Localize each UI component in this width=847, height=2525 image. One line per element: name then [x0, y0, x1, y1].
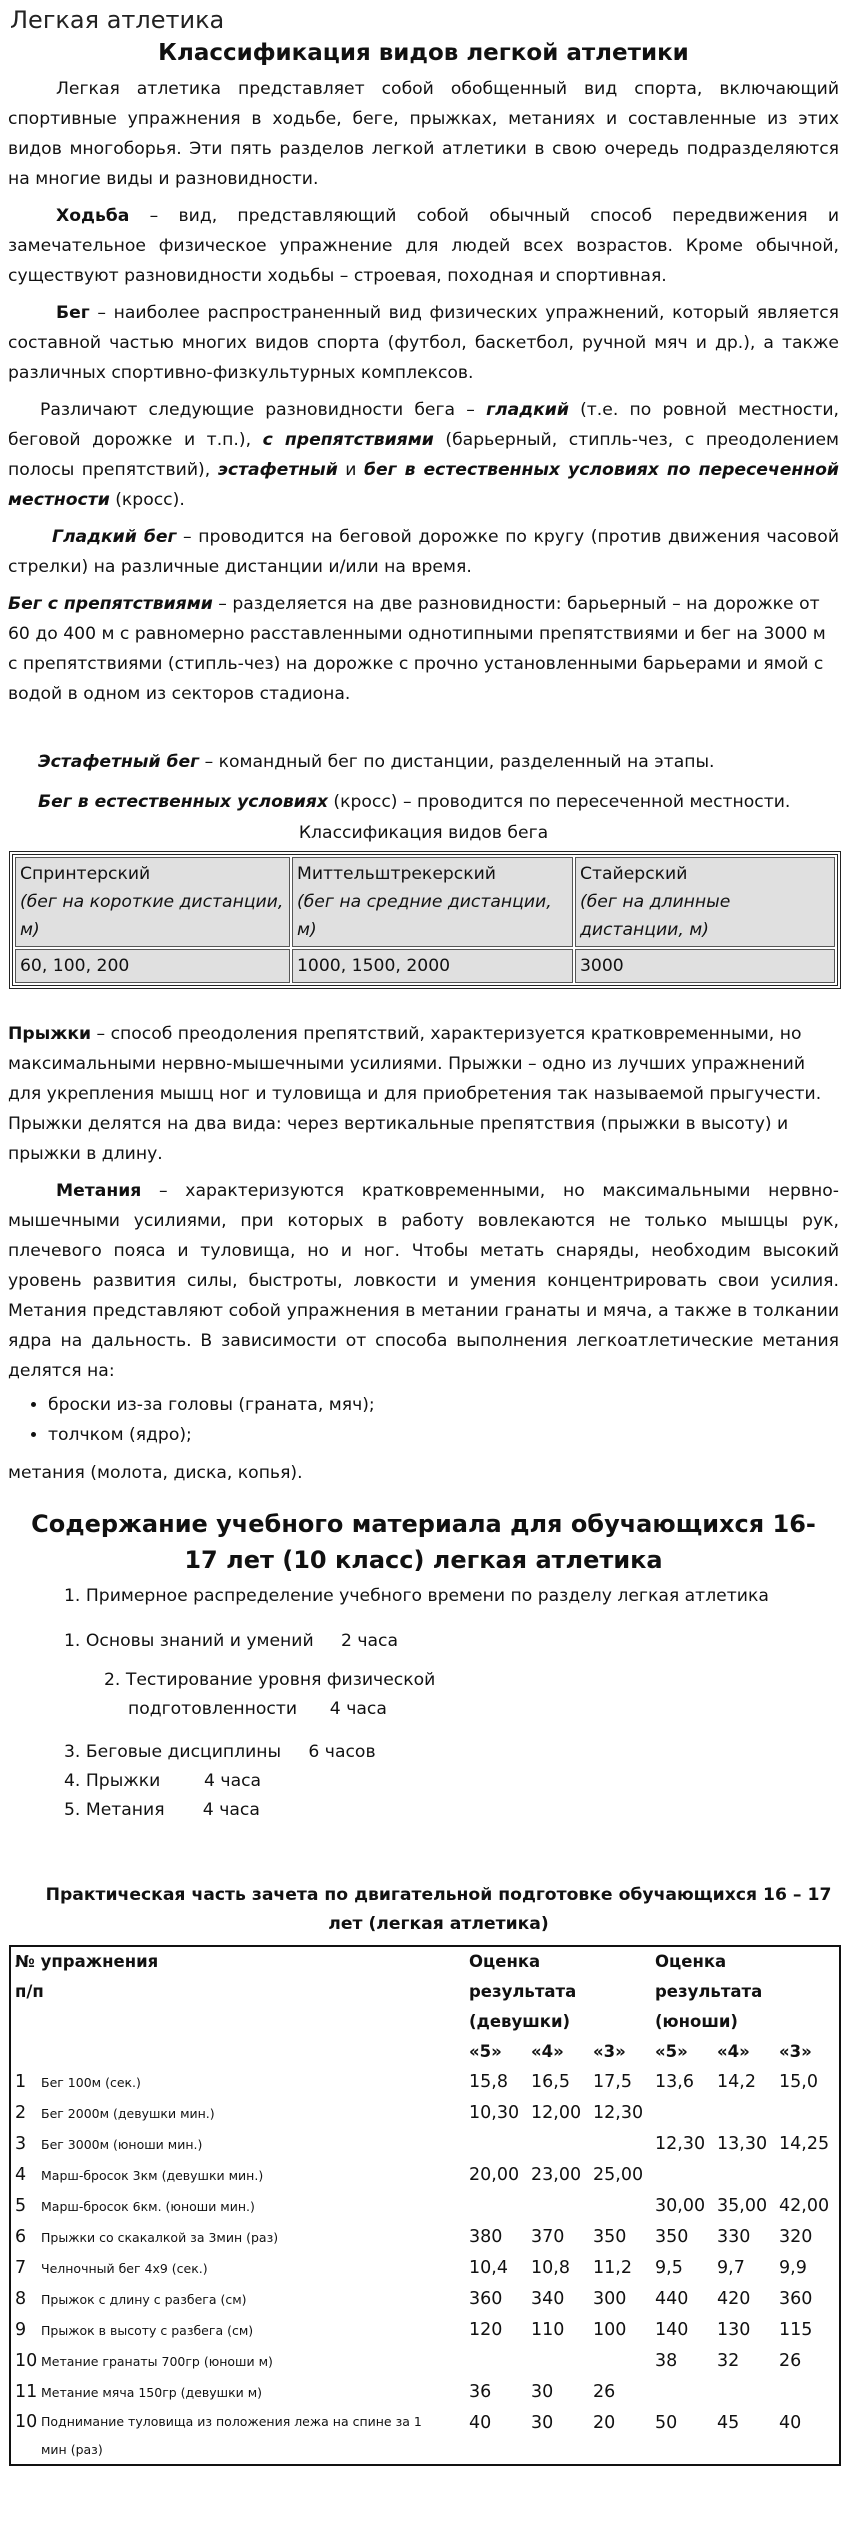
result-cell: 36: [469, 2382, 492, 2402]
result-cell: 26: [593, 2382, 616, 2402]
exercise-cell: [10, 2377, 465, 2408]
exercise-number: 11: [15, 2382, 38, 2402]
grade-cell: «4»: [717, 2042, 750, 2061]
result-cell: [589, 2346, 651, 2377]
jumps-term: Прыжки: [8, 1024, 92, 1044]
plan-line: 1. Примерное распределение учебного времени по разделу легкая атлетика: [64, 1586, 769, 1606]
run-types-text: (т.е. по ровной местности, беговой дорожке и т.п.),: [8, 400, 839, 450]
table-row: [10, 2315, 840, 2346]
table-row: [10, 2253, 840, 2284]
obstacle-text: – разделяется на две разновидности: барьерный – на дорожке от 60 до 400 м с равномерно расставленными однотипными препятствиями и бег на 3000 м с препятствиями (стипль-чез) на дорожке с прочно установленными барьерами и ямой с водой в одном из секторов стадиона.: [8, 594, 826, 704]
grades-row: [10, 2037, 840, 2067]
list-item: • броски из-за головы (граната, мяч);: [48, 1390, 839, 1420]
result-cell: 40: [469, 2413, 492, 2433]
result-cell: 50: [655, 2413, 678, 2433]
result-cell: 38: [655, 2351, 678, 2371]
exercise-number: 9: [15, 2320, 27, 2340]
result-cell: 20,00: [469, 2165, 520, 2185]
result-cell: 380: [469, 2227, 503, 2247]
result-cell: [651, 2098, 713, 2129]
result-cell: [527, 2191, 589, 2222]
result-cell: [589, 2191, 651, 2222]
exercise-name: Бег 100м (сек.): [41, 2075, 141, 2090]
exercise-cell: [10, 2346, 465, 2377]
table-row: [10, 2377, 840, 2408]
table-row: [10, 2346, 840, 2377]
relay-text: – командный бег по дистанции, разделенный на этапы.: [199, 752, 715, 772]
exercise-number: 8: [15, 2289, 27, 2309]
result-cell: 25,00: [593, 2165, 644, 2185]
result-cell: 12,30: [655, 2134, 706, 2154]
result-cell: 14,2: [717, 2072, 756, 2092]
table-row: [10, 2067, 840, 2098]
result-cell: [713, 2160, 775, 2191]
smooth-paragraph: [8, 522, 839, 582]
result-cell: 110: [531, 2320, 565, 2340]
column-name: Миттельштрекерский: [297, 864, 496, 884]
exercise-cell: [10, 2408, 465, 2465]
run-types-paragraph: [8, 395, 839, 515]
table-cell: [15, 857, 290, 947]
result-cell: 120: [469, 2320, 503, 2340]
column-name: Спринтерский: [20, 864, 151, 884]
result-cell: 16,5: [531, 2072, 570, 2092]
result-cell: [651, 2377, 713, 2408]
plan-list: [8, 1582, 839, 1825]
norms-heading: Практическая часть зачета по двигательной подготовке обучающихся 16 – 17 лет (легкая атлетика): [45, 1885, 832, 1934]
grade-cell: «4»: [531, 2042, 564, 2061]
exercise-number: 7: [15, 2258, 27, 2278]
plan-line: 2. Тестирование уровня физической: [104, 1670, 436, 1690]
run-type-relay: эстафетный: [217, 460, 338, 480]
exercise-number: 5: [15, 2196, 27, 2216]
header-girls: результата: [469, 1982, 577, 2001]
result-cell: 45: [717, 2413, 740, 2433]
throws-after: метания (молота, диска, копья).: [8, 1463, 303, 1483]
result-cell: [465, 2129, 527, 2160]
throws-term: Метания: [56, 1181, 142, 1201]
smooth-text: – проводится на беговой дорожке по кругу (против движения часовой стрелки) на различные дистанции и/или на время.: [8, 527, 839, 577]
result-cell: 320: [779, 2227, 813, 2247]
table-cell: 60, 100, 200: [15, 949, 290, 983]
throws-list: [8, 1390, 839, 1450]
jumps-text: – способ преодоления препятствий, характеризуется кратковременными, но максимальными нервно-мышечными усилиями. Прыжки – одно из лучших упражнений для укрепления мышц ног и туловища и для приобретения так называемой прыгучести. Прыжки делятся на два вида: через вертикальные препятствия (прыжки в высоту) и прыжки в длину.: [8, 1024, 822, 1164]
column-sub: (бег на короткие дистанции, м): [20, 892, 284, 940]
exercise-number: 1: [15, 2072, 27, 2092]
result-cell: 370: [531, 2227, 565, 2247]
run-text: – наиболее распространенный вид физических упражнений, который является составной частью многих видов спорта (футбол, баскетбол, ручной мяч и др.), а также различных спортивно-физкультурных комплексов.: [8, 303, 839, 383]
result-cell: [713, 2098, 775, 2129]
table-cell: 3000: [575, 949, 835, 983]
result-cell: 9,5: [655, 2258, 683, 2278]
result-cell: 35,00: [717, 2196, 768, 2216]
exercise-name: Марш-бросок 3км (девушки мин.): [41, 2168, 264, 2183]
plan-line: 5. Метания 4 часа: [64, 1800, 260, 1820]
result-cell: 9,9: [779, 2258, 807, 2278]
result-cell: 23,00: [531, 2165, 582, 2185]
table-row: [10, 2160, 840, 2191]
result-cell: [775, 2098, 840, 2129]
exercise-cell: [10, 2067, 465, 2098]
cross-term: Бег в естественных условиях: [38, 792, 328, 812]
walk-term: Ходьба: [56, 206, 130, 226]
table-row: [10, 2284, 840, 2315]
cross-paragraph: [8, 787, 839, 817]
header-num: № упражнения: [15, 1952, 159, 1971]
result-cell: 420: [717, 2289, 751, 2309]
result-cell: 14,25: [779, 2134, 830, 2154]
table-cell: [575, 857, 835, 947]
cross-text: (кросс) – проводится по пересеченной местности.: [327, 792, 791, 812]
exercise-cell: [10, 2160, 465, 2191]
run-types-text: (кросс).: [109, 490, 185, 510]
grade-cell: «5»: [655, 2042, 688, 2061]
result-cell: 26: [779, 2351, 802, 2371]
result-cell: 350: [593, 2227, 627, 2247]
exercise-number: 2: [15, 2103, 27, 2123]
exercise-name: Метание мяча 150гр (девушки м): [41, 2385, 263, 2400]
run-classification-table: [9, 851, 841, 989]
result-cell: 40: [779, 2413, 802, 2433]
column-sub: (бег на средние дистанции, м): [297, 892, 552, 940]
result-cell: [465, 2191, 527, 2222]
exercise-number: 10: [15, 2351, 38, 2371]
exercise-number: 3: [15, 2134, 27, 2154]
result-cell: 15,8: [469, 2072, 508, 2092]
run-term: Бег: [56, 303, 90, 323]
exercise-name: Бег 2000м (девушки мин.): [41, 2106, 215, 2121]
result-cell: 12,30: [593, 2103, 644, 2123]
result-cell: 30: [531, 2382, 554, 2402]
exercise-cell: [10, 2098, 465, 2129]
result-cell: 330: [717, 2227, 751, 2247]
plan-line: 1. Основы знаний и умений 2 часа: [64, 1631, 399, 1651]
table-cell: [10, 2037, 465, 2067]
result-cell: 360: [779, 2289, 813, 2309]
result-cell: 300: [593, 2289, 627, 2309]
result-cell: 9,7: [717, 2258, 745, 2278]
result-cell: 20: [593, 2413, 616, 2433]
result-cell: 42,00: [779, 2196, 830, 2216]
jumps-paragraph: [8, 1019, 839, 1169]
run-table-value-row: [15, 949, 835, 983]
run-types-text: Различают следующие разновидности бега –: [40, 400, 487, 420]
content-heading: Содержание учебного материала для обучающихся 16-17 лет (10 класс) легкая атлетика: [31, 1510, 816, 1574]
exercise-name: Бег 3000м (юноши мин.): [41, 2137, 203, 2152]
table-cell: 1000, 1500, 2000: [292, 949, 573, 983]
result-cell: 13,6: [655, 2072, 694, 2092]
column-sub: (бег на длинные дистанции, м): [580, 892, 731, 940]
grade-cell: «5»: [469, 2042, 502, 2061]
intro-paragraph: Легкая атлетика представляет собой обобщенный вид спорта, включающий спортивные упражнения в ходьбе, беге, прыжках, метаниях и составленные из этих видов многоборья. Эти пять разделов легкой атлетики в свою очередь подразделяются на многие виды и разновидности.: [8, 79, 839, 189]
grade-cell: «3»: [593, 2042, 626, 2061]
plan-line: 3. Беговые дисциплины 6 часов: [64, 1742, 376, 1762]
result-cell: 10,8: [531, 2258, 570, 2278]
run-types-text: и: [337, 460, 364, 480]
exercise-name: Поднимание туловища из положения лежа на спине за 1 мин (раз): [41, 2414, 422, 2457]
list-item: • толчком (ядро);: [48, 1420, 839, 1450]
site-title[interactable]: Легкая атлетика: [10, 6, 225, 34]
obstacle-paragraph: [8, 589, 839, 709]
result-cell: [589, 2129, 651, 2160]
walk-text: – вид, представляющий собой обычный способ передвижения и замечательное физическое упражнение для людей всех возрастов. Кроме обычной, существуют разновидности ходьбы – строевая, походная и спортивная.: [8, 206, 839, 286]
header-cell: [651, 1946, 840, 2037]
result-cell: 115: [779, 2320, 813, 2340]
exercise-cell: [10, 2315, 465, 2346]
throws-paragraph: [8, 1176, 839, 1386]
plan-line: подготовленности 4 часа: [128, 1699, 387, 1719]
result-cell: 340: [531, 2289, 565, 2309]
page-title: Классификация видов легкой атлетики: [158, 40, 689, 66]
result-cell: [527, 2346, 589, 2377]
result-cell: 12,00: [531, 2103, 582, 2123]
norms-table: [9, 1945, 841, 2466]
exercise-name: Прыжки со скакалкой за 3мин (раз): [41, 2230, 279, 2245]
norms-body: [10, 2067, 840, 2465]
result-cell: 30: [531, 2413, 554, 2433]
header-girls: Оценка: [469, 1952, 541, 1971]
result-cell: 11,2: [593, 2258, 632, 2278]
header-cell: [465, 1946, 651, 2037]
result-cell: 360: [469, 2289, 503, 2309]
exercise-cell: [10, 2191, 465, 2222]
result-cell: [775, 2160, 840, 2191]
column-name: Стайерский: [580, 864, 688, 884]
obstacle-term: Бег с препятствиями: [8, 594, 213, 614]
run-type-smooth: гладкий: [486, 400, 569, 420]
run-table-caption: Классификация видов бега: [298, 823, 549, 843]
exercise-name: Прыжок в высоту с разбега (см): [41, 2323, 254, 2338]
table-row: [10, 2191, 840, 2222]
plan-line: 4. Прыжки 4 часа: [64, 1771, 262, 1791]
header-boys: (юноши): [655, 2012, 738, 2031]
result-cell: [775, 2377, 840, 2408]
walk-paragraph: [8, 201, 839, 291]
result-cell: 15,0: [779, 2072, 818, 2092]
throws-text: – характеризуются кратковременными, но максимальными нервно-мышечными усилиями, при которых в работу вовлекаются не только мышцы рук, плечевого пояса и туловища, но и ног. Чтобы метать снаряды, необходим высокий уровень развития силы, быстроты, ловкости и умения концентрировать свои усилия. Метания представляют собой упражнения в метании гранаты и мяча, а также в толкании ядра на дальность. В зависимости от способа выполнения легкоатлетические метания делятся на:: [8, 1181, 839, 1381]
table-row: [10, 2408, 840, 2465]
smooth-term: Гладкий бег: [52, 527, 177, 547]
header-boys: результата: [655, 1982, 763, 2001]
table-row: [10, 2129, 840, 2160]
run-type-cross: бег в естественных условиях по пересеченной местности: [8, 460, 839, 510]
exercise-number: 10: [15, 2412, 38, 2432]
exercise-name: Метание гранаты 700гр (юноши м): [41, 2354, 273, 2369]
result-cell: 350: [655, 2227, 689, 2247]
result-cell: [713, 2377, 775, 2408]
run-type-obstacle: с препятствиями: [262, 430, 434, 450]
result-cell: [651, 2160, 713, 2191]
header-pp: п/п: [15, 1982, 44, 2001]
exercise-cell: [10, 2222, 465, 2253]
run-paragraph: [8, 298, 839, 388]
exercise-name: Марш-бросок 6км. (юноши мин.): [41, 2199, 255, 2214]
norms-header-row: [10, 1946, 840, 2037]
exercise-name: Прыжок с длину с разбега (см): [41, 2292, 247, 2307]
relay-paragraph: [8, 747, 839, 777]
table-cell: [292, 857, 573, 947]
result-cell: 32: [717, 2351, 740, 2371]
result-cell: 10,30: [469, 2103, 520, 2123]
exercise-cell: [10, 2284, 465, 2315]
run-table-header-row: [15, 857, 835, 947]
header-girls: (девушки): [469, 2012, 571, 2031]
header-cell: [10, 1946, 465, 2037]
exercise-number: 6: [15, 2227, 27, 2247]
exercise-name: Челночный бег 4х9 (сек.): [41, 2261, 208, 2276]
relay-term: Эстафетный бег: [38, 752, 200, 772]
exercise-cell: [10, 2129, 465, 2160]
grade-cell: «3»: [779, 2042, 812, 2061]
exercise-number: 4: [15, 2165, 27, 2185]
result-cell: 130: [717, 2320, 751, 2340]
table-row: [10, 2222, 840, 2253]
run-types-text: (барьерный, стипль-чез, с преодолением полосы препятствий),: [8, 430, 839, 480]
result-cell: 30,00: [655, 2196, 706, 2216]
result-cell: 100: [593, 2320, 627, 2340]
result-cell: [527, 2129, 589, 2160]
result-cell: 13,30: [717, 2134, 768, 2154]
result-cell: 17,5: [593, 2072, 632, 2092]
result-cell: [465, 2346, 527, 2377]
table-row: [10, 2098, 840, 2129]
header-boys: Оценка: [655, 1952, 727, 1971]
result-cell: 140: [655, 2320, 689, 2340]
exercise-cell: [10, 2253, 465, 2284]
result-cell: 440: [655, 2289, 689, 2309]
result-cell: 10,4: [469, 2258, 508, 2278]
